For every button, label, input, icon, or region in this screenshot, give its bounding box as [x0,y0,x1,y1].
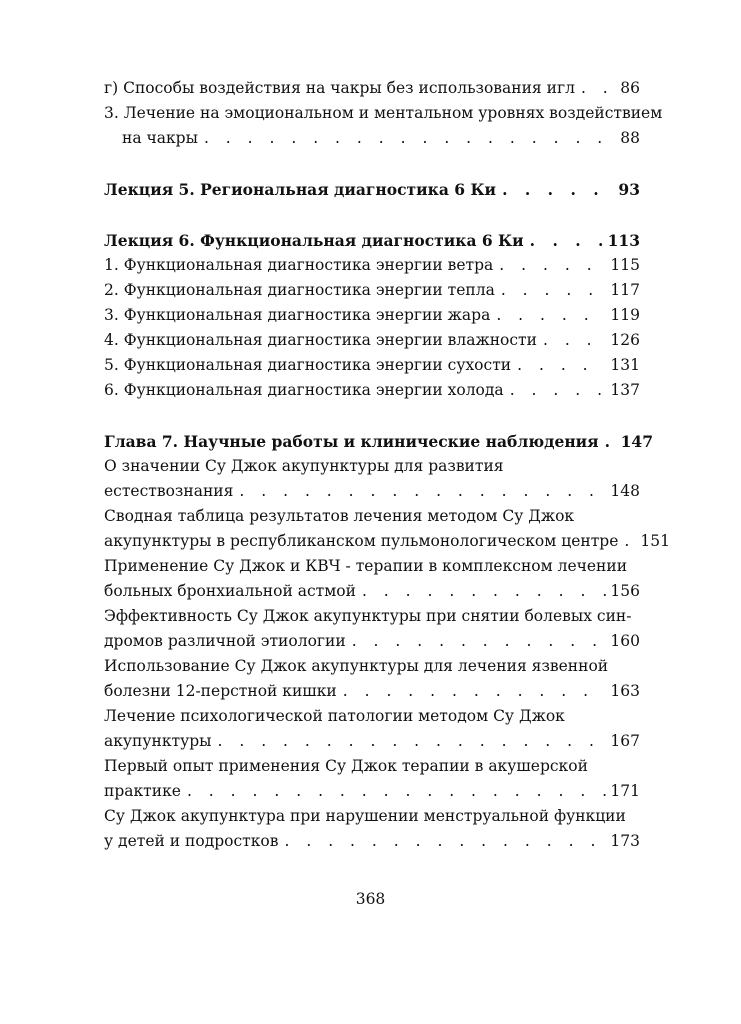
toc-entry [104,328,640,353]
toc-entry-line1 [104,604,640,629]
page-number: 368 [355,890,386,908]
toc-entry [104,253,640,278]
toc-page-number: 115 [610,256,640,274]
leader-dots [356,579,606,604]
toc-entry-text: Применение Су Джок и КВЧ - терапии в комплексном лечении [104,557,628,575]
toc-entry-text: Сводная таблица результатов лечения методом Су Джок [104,507,575,525]
leader-dots [490,303,606,328]
toc-entry-line1 [104,454,640,479]
leader-dots [495,278,607,303]
toc-entry-text: больных бронхиальной астмой [104,582,356,600]
toc-entry [104,353,640,378]
leader-dots [337,679,607,704]
toc-entry [104,378,640,403]
toc-entry-emotional-line2 [104,126,640,151]
toc-page-number: 173 [610,832,640,850]
toc-entry-text: 4. Функциональная диагностика энергии влажности [104,331,537,349]
toc-entry-chakra-methods [104,76,640,101]
toc-entry-text: г) Способы воздействия на чакры без использования игл [104,79,575,97]
leader-dots [233,479,606,504]
leader-dots [346,629,607,654]
toc-entry-line2 [104,779,640,804]
toc-entry [104,303,640,328]
toc-heading-lecture6 [104,228,640,253]
toc-entry-text: 1. Функциональная диагностика энергии ветра [104,256,494,274]
leader-dots [599,429,617,454]
toc-page-number: 167 [610,732,640,750]
leader-dots [181,779,606,804]
leader-dots [618,529,636,554]
toc-entry-text: практике [104,782,181,800]
toc-page-number: 148 [610,482,640,500]
table-of-contents [104,76,670,854]
toc-page-number: 163 [610,682,640,700]
toc-entry-text: болезни 12-перстной кишки [104,682,337,700]
toc-entry-line2 [104,829,640,854]
toc-page-number: 151 [640,532,670,550]
leader-dots [493,253,606,278]
toc-entry-line2 [104,579,640,604]
toc-page-number: 93 [618,180,640,199]
toc-entry-text: 2. Функциональная диагностика энергии тепла [104,281,495,299]
leader-dots [198,126,616,151]
leader-dots [511,353,606,378]
toc-page-number: 117 [610,281,640,299]
toc-entry-text: 6. Функциональная диагностика энергии холода [104,381,504,399]
toc-entry-text: Использование Су Джок акупунктуры для лечения язвенной [104,657,609,675]
toc-entry-text: 3. Функциональная диагностика энергии жара [104,306,491,324]
toc-page-number: 156 [610,582,640,600]
toc-heading-text: Глава 7. Научные работы и клинические наблюдения [104,432,599,451]
toc-entry-text: акупунктуры в республиканском пульмонологическом центре [104,532,619,550]
toc-entry-text: дромов различной этиологии [104,632,346,650]
toc-page-number: 160 [610,632,640,650]
toc-entry [104,278,640,303]
leader-dots [496,177,614,202]
toc-heading-text: Лекция 6. Функциональная диагностика 6 Ки [104,231,524,250]
toc-entry-text: 5. Функциональная диагностика энергии сухости [104,356,512,374]
toc-entry-text: 3. Лечение на эмоциональном и ментальном уровнях воздействием [104,104,663,122]
toc-page-number: 147 [620,432,653,451]
toc-entry-line1 [104,754,640,779]
toc-entry-line2 [104,729,640,754]
toc-entry-text: у детей и подростков [104,832,279,850]
leader-dots [537,328,606,353]
leader-dots [504,378,607,403]
toc-entry-line1 [104,654,640,679]
toc-entry-line2 [104,679,640,704]
toc-entry-line2 [104,629,640,654]
toc-page-number: 171 [610,782,640,800]
toc-page-number: 131 [610,356,640,374]
toc-heading-text: Лекция 5. Региональная диагностика 6 Ки [104,180,497,199]
leader-dots [575,76,616,101]
toc-entry-line1 [104,504,640,529]
toc-entry-text: О значении Су Джок акупунктуры для развития [104,457,504,475]
toc-entry-line1 [104,704,640,729]
leader-dots [279,829,607,854]
toc-entry-emotional-line1 [104,101,663,126]
toc-page-number: 119 [610,306,640,324]
toc-entry-line2 [104,479,640,504]
toc-page-number: 137 [610,381,640,399]
toc-entry-text: акупунктуры [104,732,212,750]
toc-entry-line2 [104,529,670,554]
toc-heading-lecture5 [104,177,640,202]
toc-page-number: 126 [610,331,640,349]
toc-page-number: 113 [607,231,640,250]
toc-heading-chapter7 [104,429,653,454]
toc-page-number: 88 [620,129,640,147]
toc-entry-text: Эффективность Су Джок акупунктуры при снятии болевых син- [104,607,632,625]
leader-dots [524,228,604,253]
toc-entry-text: Лечение психологической патологии методом Су Джок [104,707,565,725]
leader-dots [211,729,606,754]
toc-page-number: 86 [620,79,640,97]
toc-entry-text: Первый опыт применения Су Джок терапии в акушерской [104,757,588,775]
toc-entry-text: на чакры [122,129,198,147]
toc-entry-line1 [104,554,640,579]
toc-entry-text: Су Джок акупунктура при нарушении менструальной функции [104,807,626,825]
toc-entry-line1 [104,804,640,829]
toc-entry-text: естествознания [104,482,234,500]
